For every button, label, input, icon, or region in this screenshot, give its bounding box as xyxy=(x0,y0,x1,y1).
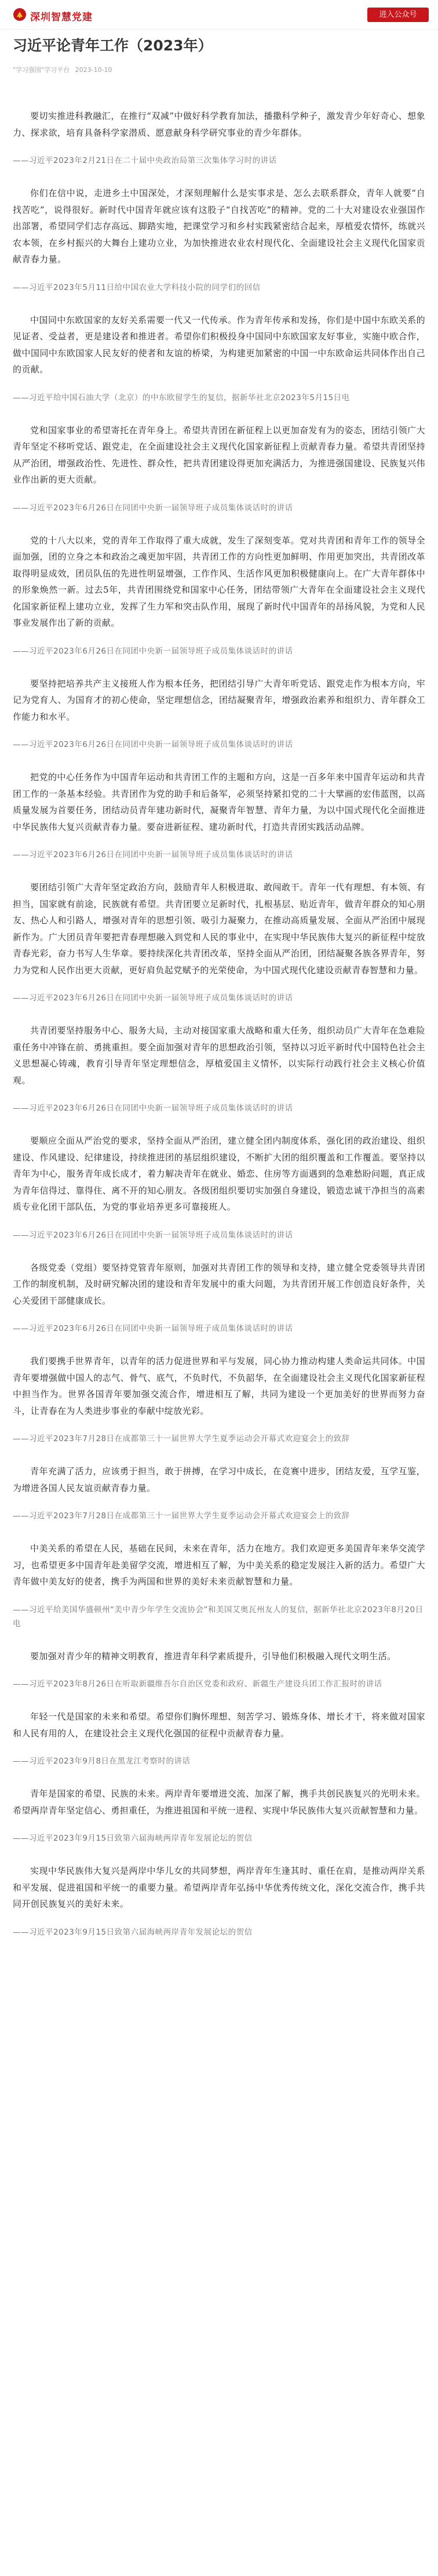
article-paragraph: 把党的中心任务作为中国青年运动和共青团工作的主题和方向，这是一百多年来中国青年运动和共青团工作的一条基本经验。共青团作为党的助手和后备军，必须坚持紧扣党的二十大擘画的宏伟蓝图，以高质量发展为首要任务，团结动员青年建功新时代，凝聚青年智慧、青年力量，为以中国式现代化全面推进中华民族伟大复兴贡献青春力量。要奋进新征程、建功新时代，打造共青团实践活动品牌。 xyxy=(13,772,425,832)
article-paragraph: 中美关系的希望在人民，基础在民间，未来在青年，活力在地方。我们欢迎更多美国青年来华交流学习，也希望更多中国青年赴美留学交流，增进相互了解，为中美关系的稳定发展注入新的活力。希望广大青年做中美友好的使者，携手为两国和世界的美好未来贡献智慧和力量。 xyxy=(13,1543,425,1587)
quote-attribution: ——习近平2023年6月26日在同团中央新一届领导班子成员集体谈话时的讲话 xyxy=(13,646,293,656)
article-meta xyxy=(13,65,116,74)
quote-attribution: ——习近平2023年6月26日在同团中央新一届领导班子成员集体谈话时的讲话 xyxy=(13,503,293,513)
quote-attribution: ——习近平2023年8月26日在听取新疆维吾尔自治区党委和政府、新疆生产建设兵团工作汇报时的讲话 xyxy=(13,1679,382,1689)
article-paragraph: 要加强对青少年的精神文明教育，推进青年科学素质提升，引导他们积极融入现代文明生活。 xyxy=(30,1650,396,1661)
quote-attribution: ——习近平2023年6月26日在同团中央新一届领导班子成员集体谈话时的讲话 xyxy=(13,1324,293,1333)
quote-attribution: ——习近平2023年6月26日在同团中央新一届领导班子成员集体谈话时的讲话 xyxy=(13,850,293,859)
article-paragraph: 青年充满了活力，应该勇于担当，敢于拼搏，在学习中成长，在竞赛中进步，团结友爱，互学互鉴，为增进各国人民友谊贡献青春力量。 xyxy=(13,1466,425,1493)
enter-official-account-button[interactable]: 进入公众号 xyxy=(367,8,429,22)
article-paragraph: 中国同中东欧国家的友好关系需要一代又一代传承。作为青年传承和发扬，你们是中国中东欧关系的见证者、受益者，更是建设者和推进者。希望你们积极投身中国同中东欧国家友好事业，实施中欧合作，做中国同中东欧国家人民友好的使者和友谊的桥梁，为构建更加紧密的中国一中东欧命运共同体作出自己的贡献。 xyxy=(13,314,425,375)
article-paragraph: 我们要携手世界青年，以青年的活力促进世界和平与发展，同心协力推动构建人类命运共同体。中国青年要增强做中国人的志气、骨气、底气，不负时代，不负韶华，在全面建设社会主义现代化国家新征程中担当作为。世界各国青年要加强交流合作，增进相互了解，共同为建设一个更加美好的世界而努力奋斗，让青春在为人类进步事业的奉献中绽放光彩。 xyxy=(13,1356,425,1416)
quote-attribution: ——习近平2023年2月21日在二十届中央政治局第三次集体学习时的讲话 xyxy=(13,156,277,165)
quote-attribution: ——习近平2023年9月8日在黑龙江考察时的讲话 xyxy=(13,1757,191,1766)
article-source[interactable]: "学习强国"学习平台 xyxy=(13,66,70,74)
article-paragraph: 党和国家事业的希望寄托在青年身上。希望共青团在新征程上以更加奋发有为的姿态，团结引领广大青年坚定不移听党话、跟党走，在全面建设社会主义现代化国家新征程上贡献青春力量。希望共青团坚持从严治团，增强政治性、先进性、群众性，把共青团建设得更加充满活力，为推进强国建设、民族复兴伟业作出新的更大贡献。 xyxy=(13,425,425,485)
article-paragraph: 要团结引领广大青年坚定政治方向，鼓励青年人积极进取、敢闯敢干。青年一代有理想、有本领、有担当，国家就有前途，民族就有希望。共青团要立足新时代，扎根基层、贴近青年，做青年群众的知心朋友、热心人和引路人，增强对青年的思想引领、吸引力凝聚力，在推动高质量发展、全面从严治团中展现新作为。广大团员青年要把青春理想融入到党和人民的事业中，在实现中华民族伟大复兴的新征程中绽放青春光彩，奋力书写人生华章。要持续深化共青团改革，坚持全面从严治团，团结凝聚各族各界青年，努力为党和人民作出更大贡献，更好肩负起党赋予的光荣使命，为中国式现代化建设贡献青春智慧和力量。 xyxy=(13,882,425,975)
article-paragraph: 要顺应全面从严治党的要求，坚持全面从严治团，建立健全团内制度体系，强化团的政治建设、组织建设、作风建设、纪律建设，持续推进团的基层组织建设，不断扩大团的组织覆盖和工作覆盖。要坚持以青年为中心，服务青年成长成才，着力解决青年在就业、婚恋、住房等方面遇到的急难愁盼问题，真正成为青年信得过、靠得住、离不开的知心朋友。各级团组织要切实加强自身建设，锻造忠诚干净担当的高素质专业化团干部队伍，为党的事业培养更多可靠接班人。 xyxy=(13,1135,425,1212)
article-paragraph: 年轻一代是国家的未来和希望。希望你们胸怀理想、刻苦学习、锻炼身体、增长才干，将来做对国家和人民有用的人，在建设社会主义现代化强国的征程中贡献青春力量。 xyxy=(13,1711,425,1739)
quote-attribution: ——习近平2023年7月28日在成都第三十一届世界大学生夏季运动会开幕式欢迎宴会上的致辞 xyxy=(13,1434,350,1443)
article-paragraph: 实现中华民族伟大复兴是两岸中华儿女的共同梦想，两岸青年生逢其时、重任在肩，是推动两岸关系和平发展、促进祖国和平统一的重要力量。希望两岸青年弘扬中华优秀传统文化，深化交流合作，携手共同开创民族复兴的美好未来。 xyxy=(13,1866,425,1909)
quote-attribution: ——习近平2023年9月15日致第六届海峡两岸青年发展论坛的贺信 xyxy=(13,1834,253,1843)
article-paragraph: 青年是国家的希望、民族的未来。两岸青年要增进交流、加深了解，携手共创民族复兴的光明未来。希望两岸青年坚定信心、勇担重任，为推进祖国和平统一进程、实现中华民族伟大复兴贡献智慧和力量。 xyxy=(13,1788,425,1816)
article-title: 习近平论青年工作（2023年） xyxy=(13,37,213,54)
top-bar xyxy=(0,0,438,30)
quote-attribution: ——习近平2023年9月15日致第六届海峡两岸青年发展论坛的贺信 xyxy=(13,1927,253,1937)
quote-attribution: ——习近平2023年5月11日给中国农业大学科技小院的同学们的回信 xyxy=(13,282,261,292)
quote-attribution: ——习近平2023年6月26日在同团中央新一届领导班子成员集体谈话时的讲话 xyxy=(13,993,293,1003)
article-paragraph: 党的十八大以来，党的青年工作取得了重大成就，发生了深刻变革。党对共青团和青年工作的领导全面加强，团的立身之本和政治之魂更加牢固，共青团工作的方向性更加鲜明、作用更加突出，共青团改革取得明显成效，团员队伍的先进性明显增强，工作作风、生活作风更加积极健康向上。在广大青年群体中的形象焕然一新。过去5年，共青团围绕党和国家中心任务，团结带领广大青年在全面建设社会主义现代化国家新征程上建功立业，发挥了生力军和突击队作用，展现了新时代中国青年的昂扬风貌，为党和人民事业发展作出了新的贡献。 xyxy=(13,535,425,628)
quote-attribution: ——习近平给中国石油大学（北京）的中东欧留学生的复信，据新华社北京2023年5月15日电 xyxy=(13,393,350,402)
quote-attribution: ——习近平2023年6月26日在同团中央新一届领导班子成员集体谈话时的讲话 xyxy=(13,1104,293,1113)
party-emblem-icon xyxy=(13,8,27,21)
quote-attribution: ——习近平2023年6月26日在同团中央新一届领导班子成员集体谈话时的讲话 xyxy=(13,740,293,749)
quote-attribution: ——习近平2023年7月28日在成都第三十一届世界大学生夏季运动会开幕式欢迎宴会上的致辞 xyxy=(13,1511,350,1521)
site-logo-text[interactable]: 深圳智慧党建 xyxy=(30,12,93,23)
article-paragraph: 要坚持把培养共产主义接班人作为根本任务，把团结引导广大青年听党话、跟党走作为根本方向，牢记为党育人、为国育才的初心使命，坚定理想信念，团结凝聚青年，增强政治素养和组织力、青年群众工作能力和水平。 xyxy=(13,678,425,722)
article-paragraph: 要切实推进科教融汇，在推行“双减”中做好科学教育加法，播撒科学种子，激发青少年好奇心、想象力、探求欲，培育具备科学家潜质、愿意献身科学研究事业的青少年群体。 xyxy=(13,111,425,138)
quote-attribution: ——习近平2023年6月26日在同团中央新一届领导班子成员集体谈话时的讲话 xyxy=(13,1230,293,1240)
article-body xyxy=(13,108,425,1939)
article-paragraph: 共青团要坚持服务中心、服务大局，主动对接国家重大战略和重大任务，组织动员广大青年在急难险重任务中冲锋在前、勇挑重担。要全面加强对青年的思想政治引领，坚持以习近平新时代中国特色社会主义思想凝心铸魂，教育引导青年坚定理想信念，厚植爱国主义情怀，以实际行动践行社会主义核心价值观。 xyxy=(13,1025,425,1086)
article-paragraph: 各级党委（党组）要坚持党管青年原则，加强对共青团工作的领导和支持，建立健全党委领导共青团工作的制度机制，及时研究解决团的建设和青年发展中的重大问题，为共青团开展工作创造良好条件，关心关爱团干部健康成长。 xyxy=(13,1262,425,1306)
article-paragraph: 你们在信中说，走进乡土中国深处，才深刻理解什么是实事求是、怎么去联系群众，青年人就要“自找苦吃”，说得很好。新时代中国青年就应该有这股子“自找苦吃”的精神。党的二十大对建设农业强国作出部署，希望同学们志存高远、脚踏实地，把课堂学习和乡村实践紧密结合起来，厚植爱农情怀，练就兴农本领，在乡村振兴的大舞台上建功立业，为加快推进农业农村现代化、全面建设社会主义现代化国家贡献青春力量。 xyxy=(13,188,425,264)
article-date: 2023-10-10 xyxy=(75,66,112,74)
quote-attribution: ——习近平给美国华盛顿州“美中青少年学生交流协会”和美国艾奥瓦州友人的复信，据新华社北京2023年8月20日电 xyxy=(13,1605,424,1628)
